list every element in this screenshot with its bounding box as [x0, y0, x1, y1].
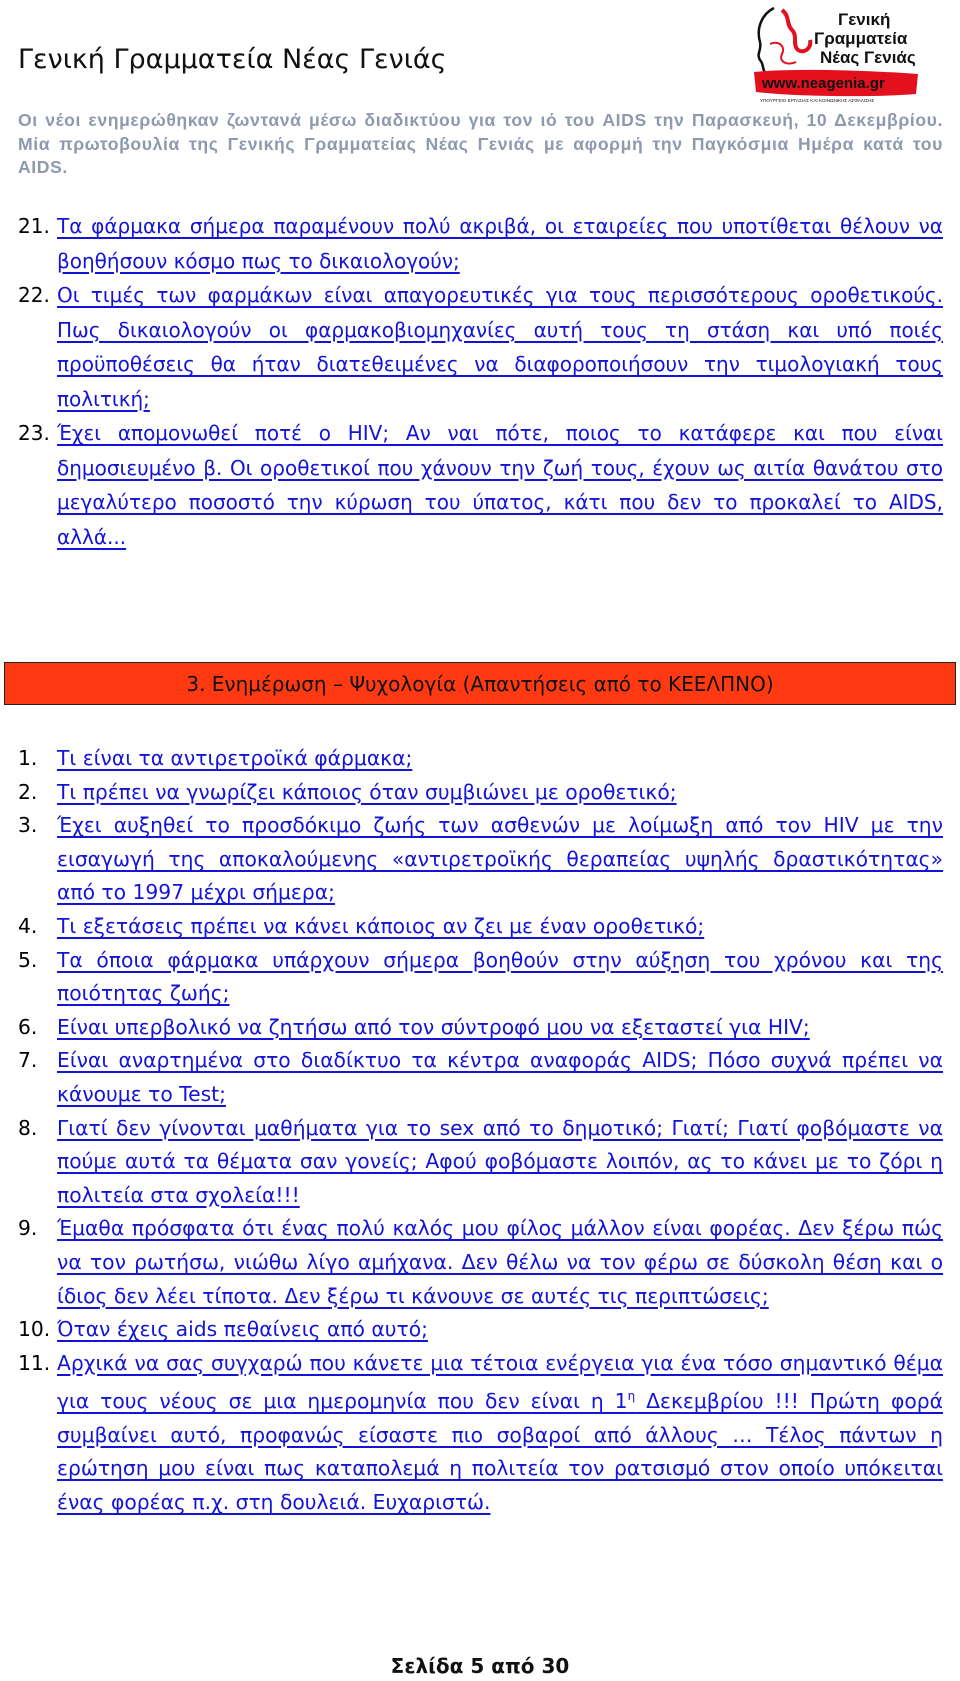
- question-item: [18, 1347, 943, 1520]
- question-item: [18, 809, 943, 910]
- question-link[interactable]: Τι πρέπει να γνωρίζει κάποιος όταν συμβιώνει με οροθετικό;: [57, 779, 677, 804]
- page-number: Σελίδα 5 από 30: [390, 1654, 570, 1678]
- section-banner: [4, 662, 956, 705]
- question-number: 5.: [18, 947, 38, 972]
- question-item: [18, 1044, 943, 1111]
- question-number: 4.: [18, 913, 38, 938]
- logo-line1: Γενική: [838, 10, 891, 29]
- neagenia-logo[interactable]: [752, 4, 920, 106]
- question-item: [18, 742, 943, 776]
- question-link[interactable]: Τα φάρμακα σήμερα παραμένουν πολύ ακριβά, οι εταιρείες που υποτίθεται θέλουν να βοηθήσουν κόσμο πως το δικαιολογούν;: [57, 214, 943, 273]
- question-item: [18, 1313, 943, 1347]
- page-subtitle: Οι νέοι ενημερώθηκαν ζωντανά μέσω διαδικτύου για τον ιό του AIDS την Παρασκευή, 10 Δεκεμβρίου. Μία πρωτοβουλία της Γενικής Γραμματείας Νέας Γενιάς με αφορμή την Παγκόσμια Ημέρα κατά του AIDS.: [18, 110, 943, 178]
- question-item: [18, 1112, 943, 1213]
- question-number: 21.: [18, 214, 50, 238]
- logo-url: www.neagenia.gr: [762, 75, 885, 92]
- lower-question-list: [18, 742, 943, 1519]
- question-number: 8.: [18, 1115, 38, 1140]
- question-text: Αρχικά να σας συγχαρώ που κάνετε μια τέτοια ενέργεια για ένα τόσο σημαντικό θέμα για τους νέους σε μια ημερομηνία που δεν είναι η 1: [57, 1350, 943, 1414]
- question-number: 1.: [18, 746, 38, 770]
- question-text: Δεκεμβρίου !!! Πρώτη φορά συμβαίνει αυτό, προφανώς είσαστε πιο σοβαροί από άλλους … Τέλος πάντων η ερώτηση μου είναι πως καταπολεμά η πολιτεία τον ρατσισμό στον οποίο υπόκειται ένας φορέας π.χ. στη δουλειά. Ευχαριστώ.: [57, 1389, 943, 1514]
- question-number: 9.: [18, 1216, 38, 1241]
- superscript: η: [627, 1389, 636, 1404]
- question-item: [18, 1212, 943, 1313]
- question-number: 6.: [18, 1014, 38, 1039]
- page-title: Γενική Γραμματεία Νέας Γενιάς: [18, 44, 447, 75]
- question-number: 11.: [18, 1350, 51, 1375]
- section-title: 3. Ενημέρωση – Ψυχολογία (Απαντήσεις από το ΚΕΕΛΠΝΟ): [186, 671, 774, 696]
- logo-ministry: ΥΠΟΥΡΓΕΙΟ ΕΡΓΑΣΙΑΣ ΚΑΙ ΚΟΙΝΩΝΙΚΗΣ ΑΣΦΑΛΙΣΗΣ: [760, 98, 875, 103]
- question-link[interactable]: Γιατί δεν γίνονται μαθήματα για το sex από το δημοτικό; Γιατί; Γιατί φοβόμαστε να πούμε αυτά τα θέματα σαν γονείς; Αφού φοβόμαστε λοιπόν, ας το κάνει με το ζόρι η πολιτεία στα σχολεία!!!: [57, 1115, 943, 1207]
- question-number: 3.: [18, 813, 38, 838]
- question-item: [18, 910, 943, 944]
- question-link[interactable]: Είναι αναρτημένα στο διαδίκτυο τα κέντρα αναφοράς AIDS; Πόσο συχνά πρέπει να κάνουμε το Test;: [57, 1048, 943, 1106]
- question-number: 22.: [18, 283, 50, 307]
- logo-line2: Γραμματεία: [814, 29, 908, 48]
- question-link[interactable]: [57, 1347, 943, 1520]
- question-link[interactable]: Όταν έχεις aids πεθαίνεις από αυτό;: [57, 1317, 428, 1342]
- logo-line3: Νέας Γενιάς: [820, 48, 916, 67]
- question-link[interactable]: Οι τιμές των φαρμάκων είναι απαγορευτικές για τους περισσότερους οροθετικούς. Πως δικαιολογούν οι φαρμακοβιομηχανίες αυτή τους τη στάση και υπό ποιές προϋποθέσεις θα ήταν διατεθειμένες να διαφοροποιήσουν την τιμολογιακή τους πολιτική;: [57, 283, 943, 411]
- question-link[interactable]: Έμαθα πρόσφατα ότι ένας πολύ καλός μου φίλος μάλλον είναι φορέας. Δεν ξέρω πώς να τον ρωτήσω, νιώθω λίγο αμήχανα. Δεν θέλω να τον φέρω σε δύσκολη θέση και ο ίδιος δεν λέει τίποτα. Δεν ξέρω τι κάνουνε σε αυτές τις περιπτώσεις;: [57, 1216, 943, 1308]
- question-link[interactable]: Έχει αυξηθεί το προσδόκιμο ζωής των ασθενών με λοίμωξη από τον HIV με την εισαγωγή της αποκαλούμενης «αντιρετροϊκής θεραπείας υψηλής δραστικότητας» από το 1997 μέχρι σήμερα;: [57, 813, 943, 905]
- question-link[interactable]: Είναι υπερβολικό να ζητήσω από τον σύντροφό μου να εξεταστεί για HIV;: [57, 1014, 810, 1039]
- question-item: [18, 1011, 943, 1045]
- question-item: [18, 278, 943, 416]
- question-number: 2.: [18, 779, 38, 804]
- question-item: [18, 209, 943, 278]
- question-number: 7.: [18, 1048, 38, 1073]
- question-item: [18, 416, 943, 554]
- question-link[interactable]: Έχει απομονωθεί ποτέ ο HIV; Αν ναι πότε, ποιος το κατάφερε και που είναι δημοσιευμένο β. Οι οροθετικοί που χάνουν την ζωή τους, έχουν ως αιτία θανάτου στο μεγαλύτερο ποσοστό την κύρωση του ύπατος, κάτι που δεν το προκαλεί το AIDS, αλλά...: [57, 421, 943, 549]
- question-link[interactable]: Τι εξετάσεις πρέπει να κάνει κάποιος αν ζει με έναν οροθετικό;: [57, 913, 705, 938]
- question-link[interactable]: Τα όποια φάρμακα υπάρχουν σήμερα βοηθούν στην αύξηση του χρόνου και της ποιότητας ζωής;: [57, 947, 943, 1006]
- question-link[interactable]: Τι είναι τα αντιρετροϊκά φάρμακα;: [57, 746, 413, 770]
- upper-question-list: [18, 209, 943, 554]
- question-item: [18, 944, 943, 1011]
- question-number: 10.: [18, 1317, 51, 1342]
- question-number: 23.: [18, 421, 50, 445]
- question-item: [18, 776, 943, 810]
